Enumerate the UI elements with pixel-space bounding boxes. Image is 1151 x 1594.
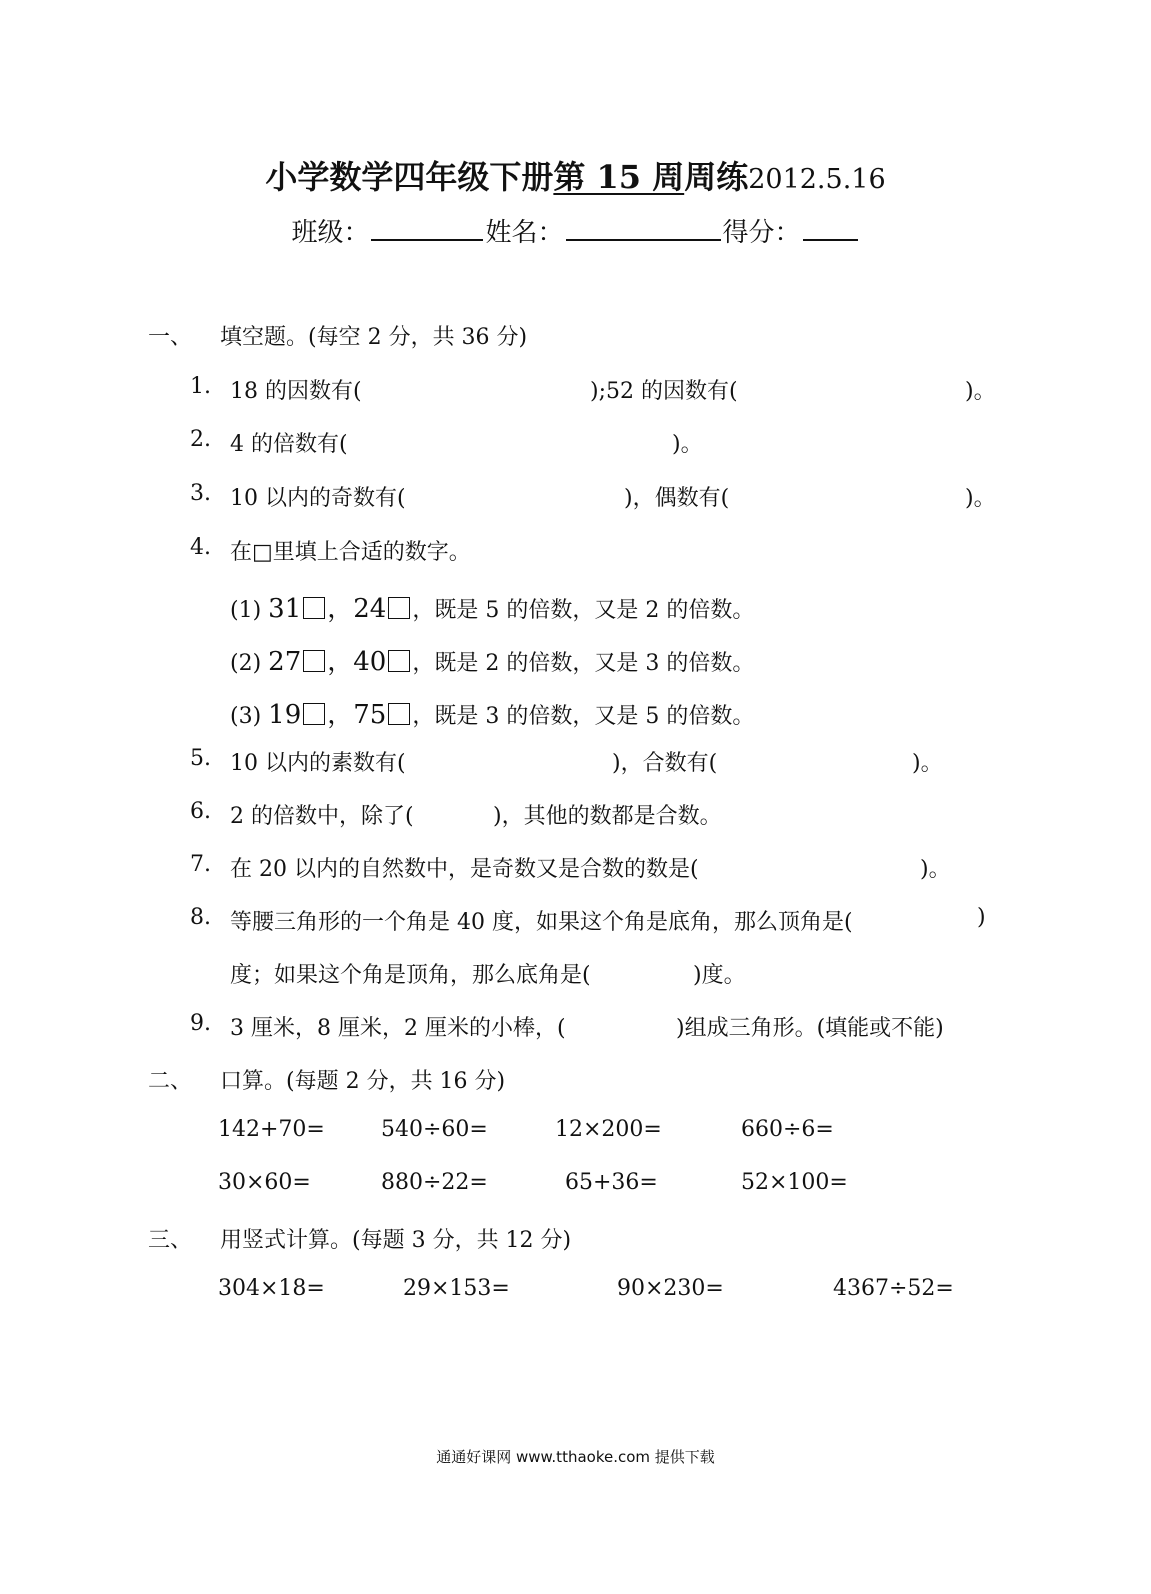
condition-text: ，既是 2 的倍数，又是 3 的倍数。 — [412, 651, 755, 676]
oral-item: 65+36= — [565, 1170, 658, 1195]
title-date: 2012.5.16 — [748, 164, 886, 195]
oral-item: 660÷6= — [741, 1117, 834, 1142]
section-3-number: 三、 — [148, 1228, 193, 1253]
question-8-number: 8. — [190, 905, 211, 930]
question-1-part-c: )。 — [965, 379, 996, 404]
sub-number: (3) — [230, 704, 262, 729]
question-9-number: 9. — [190, 1011, 211, 1036]
oral-item: 12×200= — [555, 1117, 662, 1142]
oral-item: 52×100= — [741, 1170, 848, 1195]
digit-box[interactable] — [388, 650, 410, 672]
name-blank[interactable] — [566, 213, 721, 241]
question-2-part-a: 4 的倍数有( — [230, 432, 348, 457]
digit-box[interactable] — [303, 597, 325, 619]
question-3-part-c: )。 — [965, 486, 996, 511]
class-label: 班级： — [291, 218, 370, 248]
sub-number: (1) — [230, 598, 262, 623]
name-label: 姓名： — [485, 218, 564, 248]
title-week: 第 15 周 — [553, 158, 685, 196]
class-blank[interactable] — [371, 213, 483, 241]
question-8-part-b: ) — [977, 905, 986, 930]
question-6-number: 6. — [190, 799, 211, 824]
number-40: ，40 — [327, 647, 387, 677]
question-2-part-b: )。 — [672, 432, 703, 457]
vertical-item: 304×18= — [218, 1276, 325, 1301]
question-3-part-a: 10 以内的奇数有( — [230, 486, 406, 511]
oral-item: 142+70= — [218, 1117, 325, 1142]
question-1-part-b: );52 的因数有( — [590, 379, 738, 404]
question-5-part-a: 10 以内的素数有( — [230, 751, 406, 776]
score-label: 得分： — [722, 218, 801, 248]
question-5-number: 5. — [190, 746, 211, 771]
section-3-heading: 用竖式计算。(每题 3 分，共 12 分) — [220, 1228, 572, 1253]
number-19: 19 — [268, 700, 302, 730]
sub-number: (2) — [230, 651, 262, 676]
student-info — [0, 212, 1151, 249]
section-1-number: 一、 — [148, 325, 193, 350]
digit-box[interactable] — [388, 597, 410, 619]
oral-item: 30×60= — [218, 1170, 311, 1195]
question-9-part-a: 3 厘米，8 厘米，2 厘米的小棒，( — [230, 1016, 566, 1041]
section-1-heading: 填空题。(每空 2 分，共 36 分) — [220, 325, 528, 350]
footer-source: 通通好课网 www.tthaoke.com 提供下载 — [436, 1448, 715, 1466]
oral-item: 880÷22= — [381, 1170, 488, 1195]
question-3-number: 3. — [190, 481, 211, 506]
number-31: 31 — [268, 594, 302, 624]
question-8-part-a: 等腰三角形的一个角是 40 度，如果这个角是底角，那么顶角是( — [230, 910, 853, 935]
vertical-item: 4367÷52= — [833, 1276, 954, 1301]
question-9-part-b: )组成三角形。(填能或不能) — [676, 1016, 944, 1041]
question-8-cont-b: )度。 — [693, 963, 746, 988]
page-title — [0, 152, 1151, 198]
condition-text: ，既是 5 的倍数，又是 2 的倍数。 — [412, 598, 755, 623]
vertical-item: 29×153= — [403, 1276, 510, 1301]
title-prefix: 小学数学四年级下册 — [265, 158, 554, 196]
vertical-item: 90×230= — [617, 1276, 724, 1301]
question-7-number: 7. — [190, 852, 211, 877]
question-7-part-a: 在 20 以内的自然数中，是奇数又是合数的数是( — [230, 857, 699, 882]
question-1-number: 1. — [190, 374, 211, 399]
number-75: ，75 — [327, 700, 387, 730]
digit-box[interactable] — [303, 650, 325, 672]
question-3-part-b: )，偶数有( — [624, 486, 730, 511]
question-4-2 — [230, 641, 754, 678]
number-27: 27 — [268, 647, 302, 677]
score-blank[interactable] — [803, 213, 858, 241]
number-24: ，24 — [327, 594, 387, 624]
question-2-number: 2. — [190, 427, 211, 452]
question-6-part-b: )，其他的数都是合数。 — [493, 804, 722, 829]
title-suffix: 周练 — [684, 158, 749, 196]
question-5-part-c: )。 — [912, 751, 943, 776]
question-5-part-b: )，合数有( — [612, 751, 718, 776]
question-4-3 — [230, 694, 754, 731]
section-2-heading: 口算。(每题 2 分，共 16 分) — [220, 1069, 506, 1094]
question-7-part-b: )。 — [920, 857, 951, 882]
digit-box[interactable] — [388, 703, 410, 725]
question-4-text: 在□里填上合适的数字。 — [230, 540, 471, 565]
oral-item: 540÷60= — [381, 1117, 488, 1142]
section-2-number: 二、 — [148, 1069, 193, 1094]
question-4-number: 4. — [190, 535, 211, 560]
condition-text: ，既是 3 的倍数，又是 5 的倍数。 — [412, 704, 755, 729]
question-1-part-a: 18 的因数有( — [230, 379, 362, 404]
question-4-1 — [230, 588, 754, 625]
question-8-cont-a: 度；如果这个角是顶角，那么底角是( — [230, 963, 591, 988]
digit-box[interactable] — [303, 703, 325, 725]
question-6-part-a: 2 的倍数中，除了( — [230, 804, 414, 829]
